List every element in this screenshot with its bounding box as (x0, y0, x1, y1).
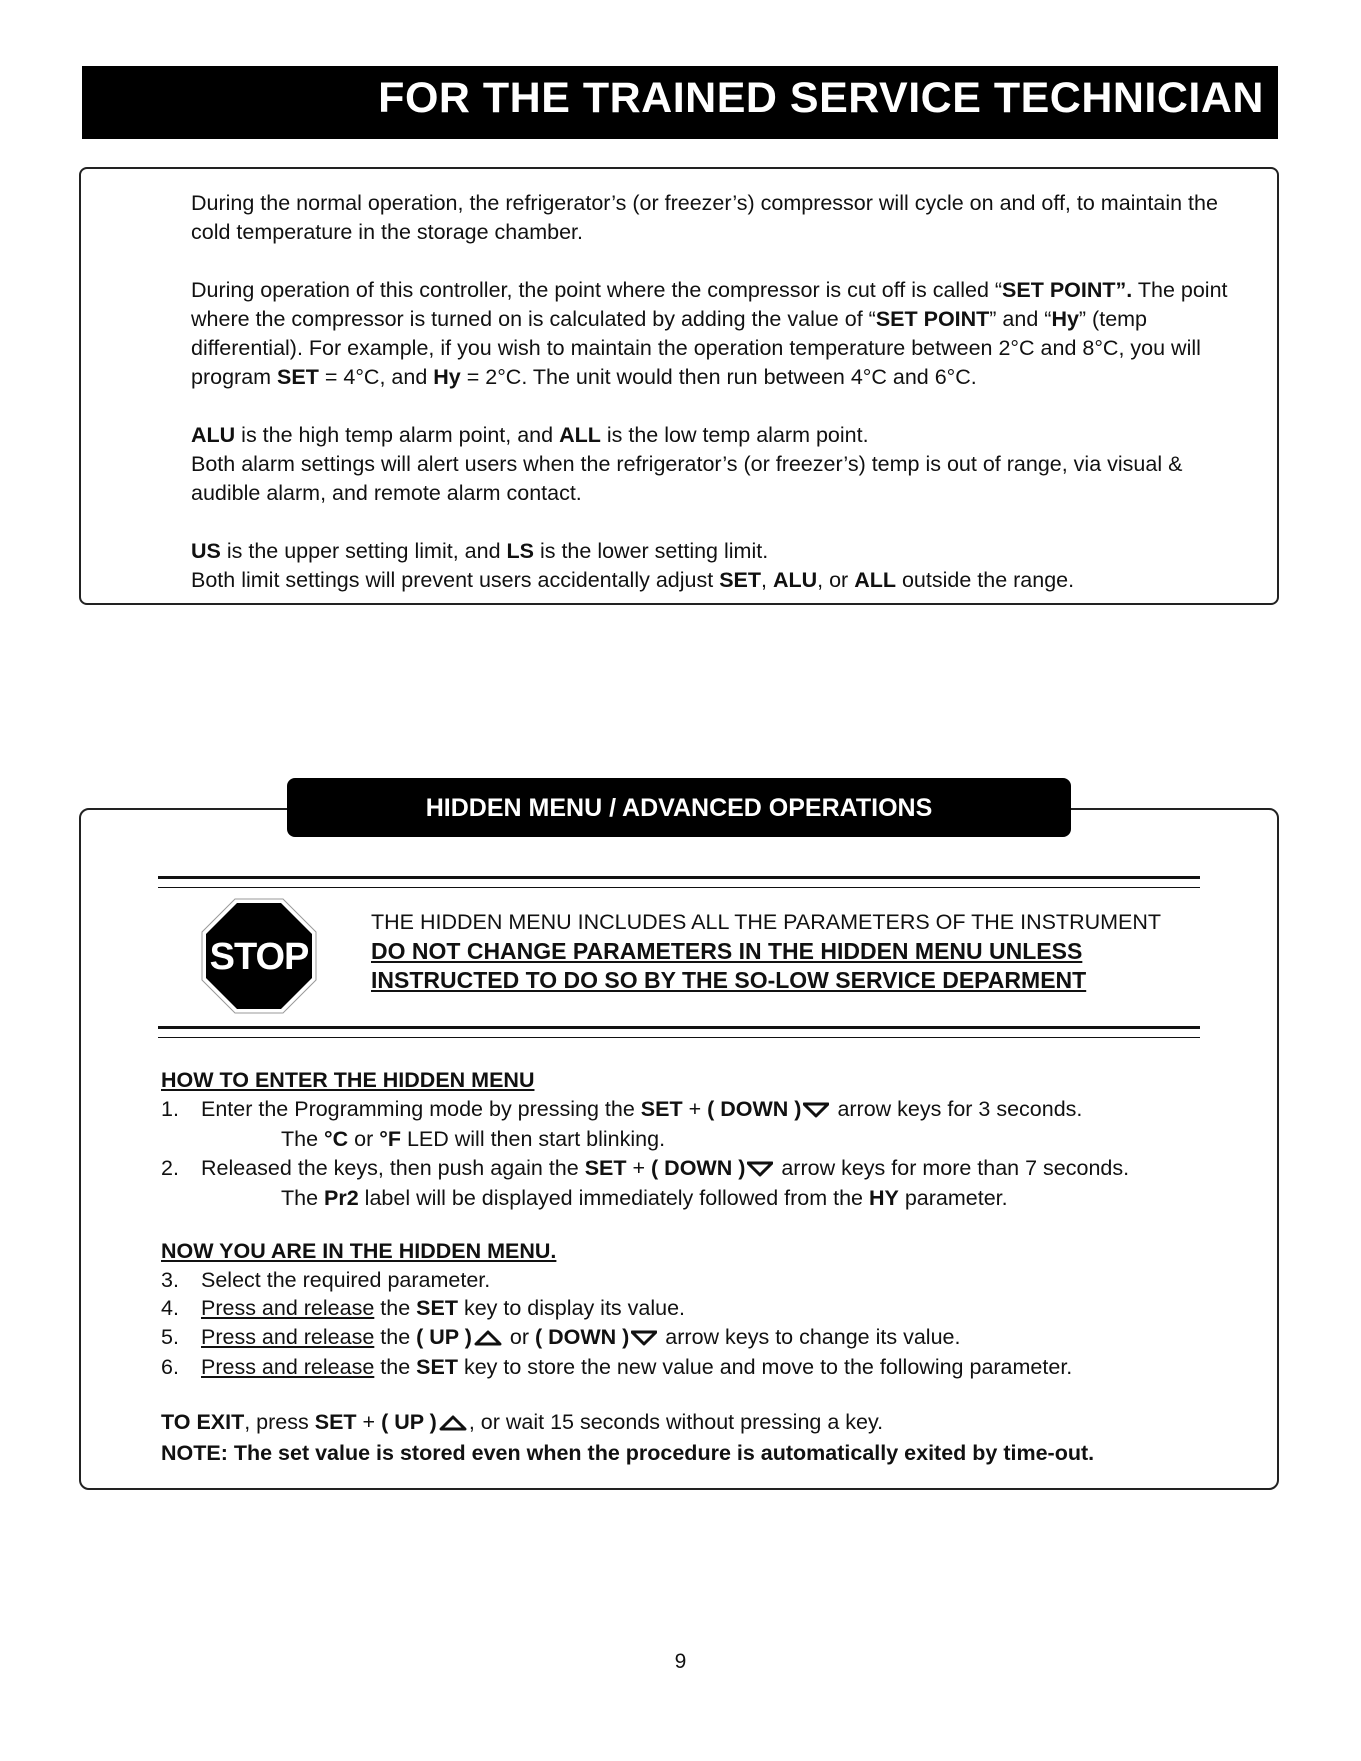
all-term: ALL (854, 568, 896, 592)
alu-term: ALU (772, 568, 818, 592)
step-number: 5. (161, 1324, 179, 1349)
exit-line (161, 1408, 1201, 1439)
warning-line-1: THE HIDDEN MENU INCLUDES ALL THE PARAMETERS OF THE INSTRUMENT (371, 910, 1162, 934)
text: is the high temp alarm point, and (235, 423, 560, 447)
hy-term: HY (868, 1186, 899, 1210)
step-6 (161, 1353, 1201, 1382)
set-key-term: SET (314, 1410, 357, 1434)
exit-term: TO EXIT (161, 1410, 245, 1434)
text: , or wait 15 seconds without pressing a key. (468, 1410, 884, 1434)
text: label will be displayed immediately followed from the (358, 1186, 869, 1210)
step-5 (161, 1323, 1201, 1354)
up-key-term: ( UP ) (381, 1410, 437, 1434)
enter-heading: HOW TO ENTER THE HIDDEN MENU (161, 1068, 535, 1092)
step-3 (161, 1266, 1201, 1295)
fahrenheit-term: °F (379, 1127, 401, 1151)
text: + (356, 1410, 382, 1434)
enter-section (161, 1066, 1201, 1213)
down-arrow-icon (747, 1156, 773, 1185)
note-line: NOTE: The set value is stored even when the procedure is automatically exited by time-out. (161, 1440, 1095, 1465)
page-number: 9 (674, 1650, 687, 1673)
header-bar (82, 66, 1278, 139)
exit-section (161, 1408, 1201, 1467)
text: or (503, 1324, 535, 1349)
text: LED will then start blinking. (400, 1127, 666, 1151)
alu-term: ALU (191, 423, 236, 447)
text: Both limit settings will prevent users accidentally adjust (191, 568, 720, 592)
intro-paragraph-1: During the normal operation, the refrigerator’s (or freezer’s) compressor will cycle on and off, to maintain the cold temperature in the storage chamber. (191, 191, 1218, 244)
text: Released the keys, then push again the (201, 1155, 585, 1180)
text: outside the range. (896, 568, 1075, 592)
intro-paragraph-4 (191, 537, 1251, 595)
text: is the low temp alarm point. (600, 423, 869, 447)
step-1 (161, 1095, 1201, 1126)
in-menu-heading: NOW YOU ARE IN THE HIDDEN MENU. (161, 1239, 557, 1263)
text: = 2°C. The unit would then run between 4°C and 6°C. (460, 365, 977, 389)
down-key-term: ( DOWN ) (651, 1155, 746, 1180)
text: , press (244, 1410, 315, 1434)
page-title: FOR THE TRAINED SERVICE TECHNICIAN (378, 74, 1264, 122)
step-number: 1. (161, 1096, 179, 1121)
divider-top (158, 876, 1200, 888)
text: arrow keys for more than 7 seconds. (775, 1155, 1130, 1180)
pr2-term: Pr2 (324, 1186, 359, 1210)
text: parameter. (898, 1186, 1008, 1210)
warning-line-3: INSTRUCTED TO DO SO BY THE SO-LOW SERVICE DEPARMENT (371, 967, 1087, 993)
text: , (761, 568, 773, 592)
underlined-text: Press and release (201, 1324, 375, 1349)
up-arrow-icon (474, 1325, 502, 1354)
step-2-sub (161, 1184, 1201, 1213)
text: The (281, 1186, 325, 1210)
text: Both alarm settings will alert users when the refrigerator’s (or freezer’s) temp is out of range, via visual & audible alarm, and remote alarm contact. (191, 452, 1183, 505)
set-point-term: SET POINT”. (1002, 278, 1133, 302)
hy-term: Hy (1051, 307, 1079, 331)
set-point-term: SET POINT (875, 307, 990, 331)
intro-text (191, 189, 1251, 595)
stop-sign-text: STOP (209, 936, 309, 978)
up-arrow-icon (439, 1410, 467, 1439)
step-1-sub (161, 1125, 1201, 1154)
underlined-text: Press and release (201, 1296, 375, 1320)
text: arrow keys to change its value. (659, 1324, 961, 1349)
step-4 (161, 1294, 1201, 1323)
text: The point where the compressor is turned on is calculated by adding the value of “ (191, 278, 1228, 331)
text: is the upper setting limit, and (220, 539, 507, 563)
set-term: SET (277, 365, 319, 389)
set-key-term: SET (416, 1355, 458, 1379)
warning-line-2: DO NOT CHANGE PARAMETERS IN THE HIDDEN MENU UNLESS (371, 938, 1083, 964)
down-arrow-icon (803, 1097, 829, 1126)
set-key-term: SET (584, 1155, 627, 1180)
step-2 (161, 1154, 1201, 1185)
warning-text (371, 908, 1161, 995)
text: the (374, 1324, 417, 1349)
set-term: SET (719, 568, 762, 592)
down-key-term: ( DOWN ) (534, 1324, 630, 1349)
set-key-term: SET (640, 1096, 683, 1121)
step-number: 3. (161, 1267, 179, 1292)
in-menu-section (161, 1237, 1201, 1382)
text: ” and “ (989, 307, 1052, 331)
step-number: 4. (161, 1296, 179, 1320)
divider-bottom (158, 1026, 1200, 1038)
intro-paragraph-2 (191, 276, 1251, 392)
text: key to store the new value and move to the following parameter. (457, 1355, 1073, 1379)
hidden-menu-title: HIDDEN MENU / ADVANCED OPERATIONS (287, 778, 1071, 837)
us-term: US (191, 539, 221, 563)
text: the (374, 1296, 417, 1320)
text: key to display its value. (457, 1296, 686, 1320)
text: ” (temp differential). For example, if you wish to maintain the operation temperature between 2°C and 8°C, you will program (191, 307, 1201, 389)
intro-box (79, 167, 1279, 605)
up-key-term: ( UP ) (416, 1324, 472, 1349)
down-arrow-icon (631, 1325, 657, 1354)
text: or (348, 1127, 380, 1151)
ls-term: LS (506, 539, 534, 563)
celsius-term: °C (324, 1127, 349, 1151)
stop-sign-icon (201, 898, 317, 1014)
text: is the lower setting limit. (533, 539, 769, 563)
text: the (374, 1355, 417, 1379)
underlined-text: Press and release (201, 1355, 375, 1379)
intro-paragraph-3 (191, 421, 1251, 508)
text: = 4°C, and (318, 365, 434, 389)
all-term: ALL (559, 423, 601, 447)
text: During operation of this controller, the point where the compressor is cut off is called “ (191, 278, 1003, 302)
step-number: 2. (161, 1155, 179, 1180)
step-number: 6. (161, 1355, 179, 1379)
text: + (626, 1155, 652, 1180)
text: + (682, 1096, 708, 1121)
text: The (281, 1127, 325, 1151)
set-key-term: SET (416, 1296, 458, 1320)
hy-term: Hy (433, 365, 461, 389)
text: Select the required parameter. (201, 1267, 491, 1292)
text: , or (817, 568, 855, 592)
down-key-term: ( DOWN ) (707, 1096, 802, 1121)
text: arrow keys for 3 seconds. (831, 1096, 1083, 1121)
text: Enter the Programming mode by pressing the (201, 1096, 641, 1121)
